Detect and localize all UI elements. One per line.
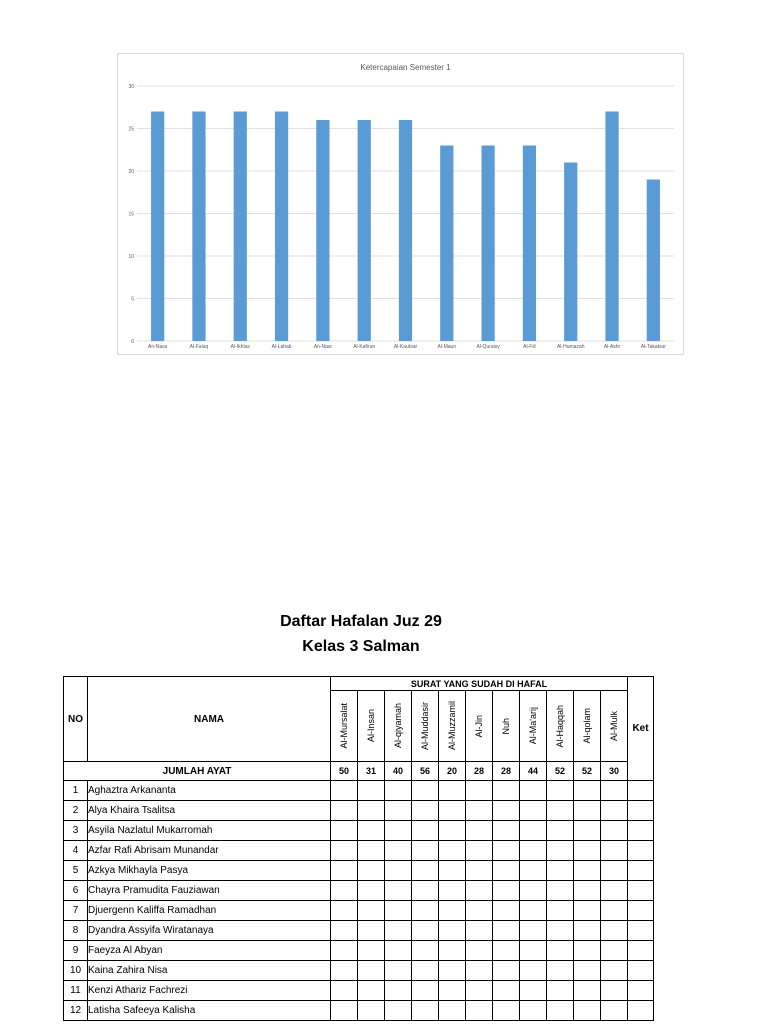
surat-checkbox-cell[interactable] <box>412 921 439 941</box>
surat-checkbox-cell[interactable] <box>601 801 628 821</box>
jumlah-ayat-value: 56 <box>412 762 439 781</box>
surat-checkbox-cell[interactable] <box>358 781 385 801</box>
surat-column-header <box>574 691 601 762</box>
surat-checkbox-cell[interactable] <box>601 841 628 861</box>
ket-cell[interactable] <box>628 921 654 941</box>
bar <box>523 146 536 342</box>
table-row <box>64 881 654 901</box>
document-subtitle: Kelas 3 Salman <box>302 638 420 655</box>
bar <box>399 120 412 341</box>
surat-checkbox-cell[interactable] <box>574 881 601 901</box>
surat-checkbox-cell[interactable] <box>466 781 493 801</box>
x-category-label: Al-Quraisy <box>476 344 500 350</box>
student-number: 4 <box>64 841 88 861</box>
chart-title: Ketercapaian Semester 1 <box>360 63 451 72</box>
surat-checkbox-cell[interactable] <box>547 1001 574 1021</box>
x-category-label: Al-Kautsar <box>393 344 418 350</box>
student-name: Azkya Mikhayla Pasya <box>88 861 331 881</box>
jumlah-ayat-value: 30 <box>601 762 628 781</box>
surat-checkbox-cell[interactable] <box>331 1001 358 1021</box>
table-row <box>64 981 654 1001</box>
ket-cell[interactable] <box>628 901 654 921</box>
surat-checkbox-cell[interactable] <box>547 921 574 941</box>
surat-checkbox-cell[interactable] <box>520 881 547 901</box>
surat-checkbox-cell[interactable] <box>331 901 358 921</box>
surat-checkbox-cell[interactable] <box>601 981 628 1001</box>
ket-header: Ket <box>628 677 654 781</box>
ket-cell[interactable] <box>628 781 654 801</box>
ket-cell[interactable] <box>628 981 654 1001</box>
bar <box>192 112 205 342</box>
bar <box>564 163 577 342</box>
jumlah-ayat-value: 50 <box>331 762 358 781</box>
student-name: Kaina Zahira Nisa <box>88 961 331 981</box>
x-category-label: Al-Falaq <box>189 344 209 350</box>
surat-checkbox-cell[interactable] <box>574 901 601 921</box>
surat-checkbox-cell[interactable] <box>601 821 628 841</box>
surat-checkbox-cell[interactable] <box>601 921 628 941</box>
student-number: 6 <box>64 881 88 901</box>
surat-checkbox-cell[interactable] <box>331 781 358 801</box>
surat-checkbox-cell[interactable] <box>412 901 439 921</box>
surat-column-header <box>331 691 358 762</box>
surat-checkbox-cell[interactable] <box>493 781 520 801</box>
surat-checkbox-cell[interactable] <box>439 841 466 861</box>
surat-checkbox-cell[interactable] <box>466 901 493 921</box>
surat-checkbox-cell[interactable] <box>439 821 466 841</box>
surat-checkbox-cell[interactable] <box>520 901 547 921</box>
student-name: Azfar Rafi Abrisam Munandar <box>88 841 331 861</box>
bar <box>482 146 495 342</box>
surat-checkbox-cell[interactable] <box>385 921 412 941</box>
student-name: Djuergenn Kaliffa Ramadhan <box>88 901 331 921</box>
surat-checkbox-cell[interactable] <box>574 981 601 1001</box>
surat-checkbox-cell[interactable] <box>547 861 574 881</box>
no-header: NO <box>64 677 88 762</box>
surat-checkbox-cell[interactable] <box>331 881 358 901</box>
jumlah-ayat-value: 20 <box>439 762 466 781</box>
surat-checkbox-cell[interactable] <box>547 821 574 841</box>
surat-checkbox-cell[interactable] <box>385 881 412 901</box>
surat-name: Al-Mulk <box>609 710 619 741</box>
surat-checkbox-cell[interactable] <box>358 821 385 841</box>
surat-header: SURAT YANG SUDAH DI HAFAL <box>331 677 628 691</box>
bar <box>440 146 453 342</box>
surat-checkbox-cell[interactable] <box>358 981 385 1001</box>
surat-checkbox-cell[interactable] <box>439 781 466 801</box>
surat-checkbox-cell[interactable] <box>493 881 520 901</box>
table-row <box>64 801 654 821</box>
student-name: Asyila Nazlatul Mukarromah <box>88 821 331 841</box>
surat-checkbox-cell[interactable] <box>439 861 466 881</box>
jumlah-ayat-value: 52 <box>574 762 601 781</box>
surat-checkbox-cell[interactable] <box>493 841 520 861</box>
surat-checkbox-cell[interactable] <box>547 961 574 981</box>
surat-name: Al-Ma'arij <box>528 707 538 745</box>
student-number: 7 <box>64 901 88 921</box>
surat-checkbox-cell[interactable] <box>412 881 439 901</box>
surat-checkbox-cell[interactable] <box>601 781 628 801</box>
surat-checkbox-cell[interactable] <box>358 881 385 901</box>
table-row <box>64 861 654 881</box>
surat-checkbox-cell[interactable] <box>331 941 358 961</box>
surat-checkbox-cell[interactable] <box>547 981 574 1001</box>
surat-column-header <box>466 691 493 762</box>
surat-checkbox-cell[interactable] <box>466 801 493 821</box>
surat-column-header <box>547 691 574 762</box>
ket-cell[interactable] <box>628 861 654 881</box>
surat-checkbox-cell[interactable] <box>520 941 547 961</box>
surat-checkbox-cell[interactable] <box>439 901 466 921</box>
bar <box>605 112 618 342</box>
header-row <box>64 677 654 691</box>
surat-checkbox-cell[interactable] <box>574 841 601 861</box>
surat-checkbox-cell[interactable] <box>412 781 439 801</box>
nama-header: NAMA <box>88 677 331 762</box>
ket-cell[interactable] <box>628 881 654 901</box>
ket-cell[interactable] <box>628 801 654 821</box>
student-name: Alya Khaira Tsalitsa <box>88 801 331 821</box>
surat-checkbox-cell[interactable] <box>466 861 493 881</box>
surat-checkbox-cell[interactable] <box>574 781 601 801</box>
surat-checkbox-cell[interactable] <box>547 901 574 921</box>
surat-checkbox-cell[interactable] <box>358 861 385 881</box>
surat-checkbox-cell[interactable] <box>412 941 439 961</box>
jumlah-ayat-value: 40 <box>385 762 412 781</box>
jumlah-ayat-value: 28 <box>493 762 520 781</box>
surat-checkbox-cell[interactable] <box>439 881 466 901</box>
surat-checkbox-cell[interactable] <box>466 881 493 901</box>
surat-column-header <box>493 691 520 762</box>
student-number: 10 <box>64 961 88 981</box>
surat-checkbox-cell[interactable] <box>412 841 439 861</box>
surat-checkbox-cell[interactable] <box>520 921 547 941</box>
surat-checkbox-cell[interactable] <box>547 801 574 821</box>
table-row <box>64 841 654 861</box>
bar <box>275 112 288 342</box>
surat-checkbox-cell[interactable] <box>574 1001 601 1021</box>
surat-checkbox-cell[interactable] <box>520 1001 547 1021</box>
student-name: Kenzi Athariz Fachrezi <box>88 981 331 1001</box>
chart-canvas <box>118 54 685 356</box>
surat-checkbox-cell[interactable] <box>574 821 601 841</box>
student-name: Latisha Safeeya Kalisha <box>88 1001 331 1021</box>
surat-checkbox-cell[interactable] <box>358 1001 385 1021</box>
surat-checkbox-cell[interactable] <box>385 841 412 861</box>
student-rows <box>64 781 654 1021</box>
bar <box>316 120 329 341</box>
x-category-label: Al-Maun <box>437 344 457 350</box>
surat-checkbox-cell[interactable] <box>331 841 358 861</box>
surat-name: Nuh <box>501 717 511 735</box>
x-category-label: An-Nass <box>148 344 168 350</box>
jumlah-ayat-row <box>64 762 654 781</box>
surat-checkbox-cell[interactable] <box>547 841 574 861</box>
surat-checkbox-cell[interactable] <box>466 941 493 961</box>
bar-chart <box>117 53 684 355</box>
student-number: 2 <box>64 801 88 821</box>
surat-checkbox-cell[interactable] <box>466 921 493 941</box>
bar <box>358 120 371 341</box>
student-name: Dyandra Assyifa Wiratanaya <box>88 921 331 941</box>
table-row <box>64 941 654 961</box>
bar <box>151 112 164 342</box>
surat-checkbox-cell[interactable] <box>331 921 358 941</box>
surat-checkbox-cell[interactable] <box>412 961 439 981</box>
y-tick-label: 15 <box>128 211 134 218</box>
surat-checkbox-cell[interactable] <box>574 961 601 981</box>
surat-checkbox-cell[interactable] <box>466 961 493 981</box>
y-tick-label: 10 <box>128 254 134 260</box>
surat-checkbox-cell[interactable] <box>385 781 412 801</box>
ket-cell[interactable] <box>628 941 654 961</box>
table-row <box>64 821 654 841</box>
student-number: 9 <box>64 941 88 961</box>
ket-cell[interactable] <box>628 961 654 981</box>
surat-checkbox-cell[interactable] <box>493 901 520 921</box>
surat-checkbox-cell[interactable] <box>412 821 439 841</box>
student-number: 11 <box>64 981 88 1001</box>
surat-name: Al-Jin <box>474 714 484 738</box>
x-category-label: An-Nasr <box>313 344 333 350</box>
surat-name: Al-Mursalat <box>339 703 349 749</box>
surat-checkbox-cell[interactable] <box>493 981 520 1001</box>
student-number: 12 <box>64 1001 88 1021</box>
surat-checkbox-cell[interactable] <box>439 801 466 821</box>
student-name: Faeyza Al Abyan <box>88 941 331 961</box>
y-tick-label: 0 <box>131 339 134 345</box>
bar <box>234 112 247 342</box>
surat-column-header <box>358 691 385 762</box>
surat-checkbox-cell[interactable] <box>601 941 628 961</box>
surat-checkbox-cell[interactable] <box>412 1001 439 1021</box>
surat-checkbox-cell[interactable] <box>520 801 547 821</box>
surat-checkbox-cell[interactable] <box>547 881 574 901</box>
surat-checkbox-cell[interactable] <box>385 1001 412 1021</box>
surat-checkbox-cell[interactable] <box>331 821 358 841</box>
surat-name: Al-qiyamah <box>393 703 403 749</box>
surat-checkbox-cell[interactable] <box>439 961 466 981</box>
bar <box>647 180 660 342</box>
surat-name: Al-Muddasir <box>420 701 430 750</box>
surat-name: Al-Haqqah <box>555 704 565 748</box>
surat-checkbox-cell[interactable] <box>331 961 358 981</box>
surat-checkbox-cell[interactable] <box>358 801 385 821</box>
surat-name: Al-Muzzamil <box>447 701 457 751</box>
surat-column-header <box>439 691 466 762</box>
surat-name: Al-qolam <box>582 708 592 744</box>
jumlah-ayat-value: 52 <box>547 762 574 781</box>
surat-checkbox-cell[interactable] <box>466 821 493 841</box>
surat-checkbox-cell[interactable] <box>358 961 385 981</box>
surat-column-header <box>385 691 412 762</box>
surat-checkbox-cell[interactable] <box>520 981 547 1001</box>
surat-checkbox-cell[interactable] <box>493 921 520 941</box>
surat-checkbox-cell[interactable] <box>601 881 628 901</box>
y-tick-label: 25 <box>128 126 134 133</box>
jumlah-ayat-label: JUMLAH AYAT <box>64 762 331 781</box>
student-number: 1 <box>64 781 88 801</box>
surat-checkbox-cell[interactable] <box>331 861 358 881</box>
surat-checkbox-cell[interactable] <box>358 901 385 921</box>
surat-checkbox-cell[interactable] <box>547 781 574 801</box>
surat-checkbox-cell[interactable] <box>520 841 547 861</box>
x-category-label: At-Takatsur <box>640 344 666 350</box>
surat-name: Al-Insan <box>366 709 376 743</box>
surat-checkbox-cell[interactable] <box>385 901 412 921</box>
surat-checkbox-cell[interactable] <box>466 841 493 861</box>
student-number: 3 <box>64 821 88 841</box>
surat-checkbox-cell[interactable] <box>385 861 412 881</box>
surat-checkbox-cell[interactable] <box>520 861 547 881</box>
surat-checkbox-cell[interactable] <box>385 981 412 1001</box>
surat-checkbox-cell[interactable] <box>385 801 412 821</box>
jumlah-ayat-value: 28 <box>466 762 493 781</box>
table-row <box>64 901 654 921</box>
table-row <box>64 921 654 941</box>
document-title: Daftar Hafalan Juz 29 <box>280 613 442 630</box>
surat-checkbox-cell[interactable] <box>385 941 412 961</box>
x-category-label: Al-Lahab <box>271 344 292 350</box>
surat-checkbox-cell[interactable] <box>412 801 439 821</box>
surat-checkbox-cell[interactable] <box>547 941 574 961</box>
surat-checkbox-cell[interactable] <box>331 981 358 1001</box>
ket-cell[interactable] <box>628 841 654 861</box>
surat-checkbox-cell[interactable] <box>493 801 520 821</box>
surat-checkbox-cell[interactable] <box>520 821 547 841</box>
y-tick-label: 30 <box>128 84 134 90</box>
surat-checkbox-cell[interactable] <box>439 941 466 961</box>
surat-checkbox-cell[interactable] <box>493 941 520 961</box>
student-name: Aghaztra Arkananta <box>88 781 331 801</box>
surat-checkbox-cell[interactable] <box>574 801 601 821</box>
jumlah-ayat-value: 31 <box>358 762 385 781</box>
x-category-label: Al-Humazah <box>556 344 585 350</box>
x-category-label: Al-Ikhlas <box>230 344 250 350</box>
surat-checkbox-cell[interactable] <box>520 961 547 981</box>
jumlah-ayat-value: 44 <box>520 762 547 781</box>
surat-checkbox-cell[interactable] <box>466 1001 493 1021</box>
hafalan-table <box>63 676 654 1021</box>
surat-checkbox-cell[interactable] <box>493 821 520 841</box>
student-number: 5 <box>64 861 88 881</box>
student-name: Chayra Pramudita Fauziawan <box>88 881 331 901</box>
student-number: 8 <box>64 921 88 941</box>
ket-cell[interactable] <box>628 821 654 841</box>
y-tick-label: 20 <box>128 169 134 175</box>
surat-checkbox-cell[interactable] <box>412 861 439 881</box>
surat-checkbox-cell[interactable] <box>520 781 547 801</box>
surat-checkbox-cell[interactable] <box>601 961 628 981</box>
surat-checkbox-cell[interactable] <box>601 901 628 921</box>
x-category-label: Al-Fiil <box>523 344 536 350</box>
surat-checkbox-cell[interactable] <box>493 861 520 881</box>
surat-checkbox-cell[interactable] <box>439 1001 466 1021</box>
table-row <box>64 961 654 981</box>
surat-checkbox-cell[interactable] <box>574 921 601 941</box>
table-row <box>64 781 654 801</box>
surat-checkbox-cell[interactable] <box>385 821 412 841</box>
surat-checkbox-cell[interactable] <box>493 1001 520 1021</box>
surat-checkbox-cell[interactable] <box>601 1001 628 1021</box>
surat-checkbox-cell[interactable] <box>385 961 412 981</box>
surat-column-header <box>412 691 439 762</box>
x-category-label: Al-Kafirun <box>353 344 376 350</box>
surat-checkbox-cell[interactable] <box>331 801 358 821</box>
surat-checkbox-cell[interactable] <box>439 921 466 941</box>
table-row <box>64 1001 654 1021</box>
surat-checkbox-cell[interactable] <box>358 921 385 941</box>
x-category-label: Al-Ashr <box>603 344 621 350</box>
surat-checkbox-cell[interactable] <box>574 941 601 961</box>
surat-checkbox-cell[interactable] <box>358 841 385 861</box>
y-tick-label: 5 <box>131 296 134 303</box>
surat-checkbox-cell[interactable] <box>466 981 493 1001</box>
surat-checkbox-cell[interactable] <box>439 981 466 1001</box>
surat-checkbox-cell[interactable] <box>601 861 628 881</box>
surat-column-header <box>601 691 628 762</box>
surat-checkbox-cell[interactable] <box>358 941 385 961</box>
surat-column-header <box>520 691 547 762</box>
surat-checkbox-cell[interactable] <box>493 961 520 981</box>
ket-cell[interactable] <box>628 1001 654 1021</box>
surat-checkbox-cell[interactable] <box>574 861 601 881</box>
surat-checkbox-cell[interactable] <box>412 981 439 1001</box>
